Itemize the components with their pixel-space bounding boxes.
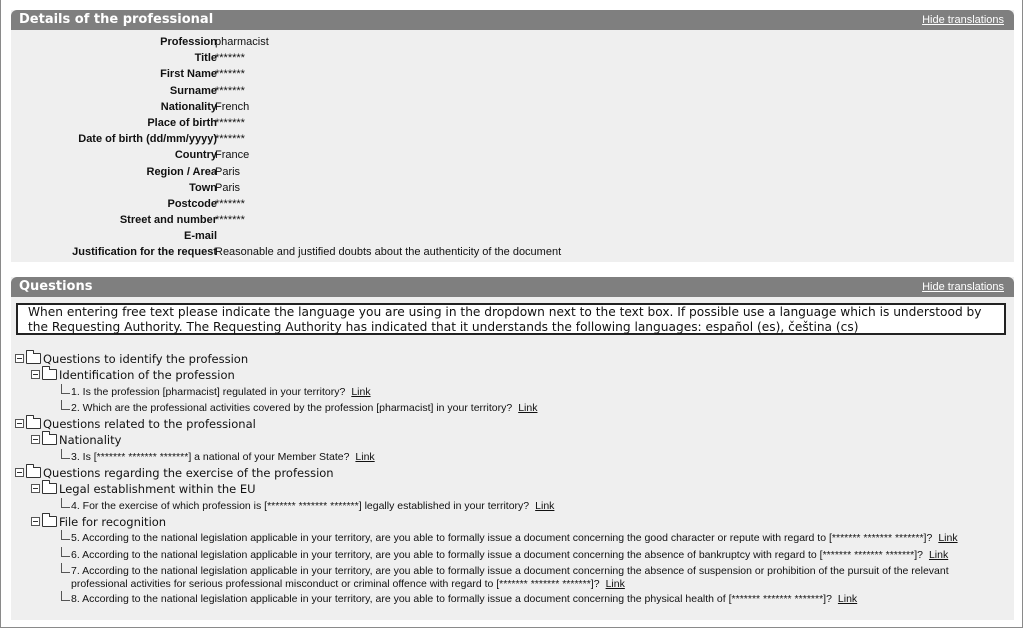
detail-value: French — [215, 100, 250, 113]
detail-label: Justification for the request — [72, 246, 217, 259]
detail-row — [11, 244, 1014, 260]
question-text: 1. Is the profession [pharmacist] regulated in your territory? — [71, 385, 346, 398]
detail-value: Paris — [215, 181, 241, 194]
detail-row — [11, 115, 1014, 131]
detail-value: ******* — [215, 133, 245, 146]
question-row — [11, 563, 1014, 591]
question-item — [71, 547, 948, 563]
questions-hide-translations-link[interactable]: Hide translations — [922, 281, 1004, 293]
question-item — [71, 384, 371, 400]
question-text: 4. For the exercise of which profession is [******* ******* *******] legally established in your territory? — [71, 499, 530, 512]
tree-subgroup-label: Legal establishment within the EU — [59, 482, 256, 497]
detail-value: Reasonable and justified doubts about the authenticity of the document — [215, 246, 562, 259]
detail-row — [11, 164, 1014, 180]
detail-value: ******* — [215, 214, 245, 227]
detail-label: E-mail — [183, 230, 217, 243]
question-item — [71, 591, 857, 607]
question-link[interactable]: Link — [535, 499, 555, 512]
collapse-toggle-icon[interactable] — [31, 517, 40, 526]
tree-subgroup-label: File for recognition — [59, 514, 167, 529]
collapse-toggle-icon[interactable] — [15, 354, 24, 363]
detail-row — [11, 131, 1014, 147]
folder-icon — [26, 467, 41, 478]
questions-tree — [11, 351, 1014, 607]
tree-group[interactable] — [15, 416, 256, 432]
folder-icon — [42, 516, 57, 527]
detail-label: Nationality — [160, 100, 217, 113]
detail-row — [11, 180, 1014, 196]
question-link[interactable]: Link — [355, 450, 375, 463]
detail-value: ******* — [215, 197, 245, 210]
details-list — [11, 34, 1014, 261]
detail-label: Profession — [160, 36, 217, 48]
tree-connector — [61, 449, 70, 459]
questions-title: Questions — [19, 279, 93, 294]
detail-row — [11, 228, 1014, 244]
detail-label: First Name — [160, 68, 217, 81]
language-notice: When entering free text please indicate the language you are using in the dropdown next to the text box. If possible use a language which is understood by the Requesting Authority. The Requesting Authority has indicated that it understands the following languages: español (es), čeština (cs) — [16, 303, 1006, 335]
tree-subgroup-row — [11, 367, 1014, 383]
questions-header — [11, 277, 1014, 297]
detail-label: Town — [189, 181, 217, 194]
question-item — [71, 530, 958, 546]
detail-value: ******* — [215, 84, 245, 97]
tree-subgroup-label: Nationality — [59, 433, 122, 448]
detail-row — [11, 212, 1014, 228]
question-link[interactable]: Link — [518, 401, 538, 414]
question-row — [11, 400, 1014, 416]
tree-subgroup[interactable] — [31, 481, 256, 497]
tree-connector — [61, 530, 70, 540]
question-item — [71, 449, 375, 465]
tree-connector — [61, 547, 70, 557]
folder-icon — [42, 434, 57, 445]
tree-group-row — [11, 351, 1014, 367]
detail-label: Place of birth — [147, 116, 217, 129]
question-item — [71, 498, 554, 514]
tree-subgroup-row — [11, 481, 1014, 497]
tree-group-row — [11, 416, 1014, 432]
question-link[interactable]: Link — [938, 532, 958, 545]
tree-connector — [61, 591, 70, 601]
question-row — [11, 449, 1014, 465]
folder-icon — [42, 369, 57, 380]
tree-connector — [61, 400, 70, 410]
tree-subgroup-row — [11, 514, 1014, 530]
detail-label: Street and number — [119, 214, 217, 227]
collapse-toggle-icon[interactable] — [15, 419, 24, 428]
tree-group-label: Questions related to the professional — [43, 417, 256, 432]
tree-connector — [61, 498, 70, 508]
details-panel — [11, 10, 1014, 262]
question-link[interactable]: Link — [351, 385, 371, 398]
collapse-toggle-icon[interactable] — [15, 468, 24, 477]
question-text: 7. According to the national legislation applicable in your territory, are you able to formally issue a document concerning the absence of suspension or prohibition of the pursuit of the relevant professional activities for serious professional misconduct or criminal offence with regard to [******* ******* *******]? — [71, 564, 949, 590]
tree-subgroup[interactable] — [31, 432, 121, 448]
detail-label: Postcode — [167, 197, 217, 210]
question-text: 6. According to the national legislation applicable in your territory, are you able to formally issue a document concerning the absence of bankruptcy with regard to [******* ******* *******]? — [71, 548, 923, 561]
detail-row — [11, 83, 1014, 99]
question-link[interactable]: Link — [605, 577, 625, 590]
detail-row — [11, 50, 1014, 66]
detail-value: ******* — [215, 116, 245, 129]
tree-group[interactable] — [15, 465, 334, 481]
detail-value: ******* — [215, 68, 245, 81]
tree-group-row — [11, 465, 1014, 481]
tree-subgroup[interactable] — [31, 367, 235, 383]
detail-label: Title — [194, 52, 217, 65]
collapse-toggle-icon[interactable] — [31, 370, 40, 379]
question-row — [11, 384, 1014, 400]
details-hide-translations-link[interactable]: Hide translations — [922, 14, 1004, 26]
questions-panel — [11, 277, 1014, 620]
detail-label: Country — [174, 149, 217, 162]
question-link[interactable]: Link — [837, 592, 858, 605]
detail-row — [11, 99, 1014, 115]
question-row — [11, 547, 1014, 563]
detail-value: pharmacist — [215, 36, 269, 48]
details-header — [11, 10, 1014, 30]
details-title: Details of the professional — [19, 12, 214, 27]
question-text: 2. Which are the professional activities covered by the profession [pharmacist] in your territory? — [71, 401, 513, 414]
detail-label: Date of birth (dd/mm/yyyy) — [78, 133, 217, 146]
question-text: 5. According to the national legislation applicable in your territory, are you able to formally issue a document concerning the good character or repute with regard to [******* ******* *******]? — [71, 532, 933, 545]
tree-connector — [61, 563, 70, 573]
question-text: 8. According to the national legislation applicable in your territory, are you able to formally issue a document concerning the physical health of [******* ******* *******]? — [71, 592, 832, 605]
question-item — [71, 565, 1006, 591]
tree-subgroup-label: Identification of the profession — [59, 368, 235, 383]
folder-icon — [26, 353, 41, 364]
question-link[interactable]: Link — [928, 548, 949, 561]
collapse-toggle-icon[interactable] — [31, 435, 40, 444]
question-text: 3. Is [******* ******* *******] a national of your Member State? — [71, 450, 350, 463]
tree-group[interactable] — [15, 351, 248, 367]
question-row — [11, 530, 1014, 546]
question-row — [11, 591, 1014, 607]
tree-connector — [61, 384, 70, 394]
detail-row — [11, 196, 1014, 212]
tree-subgroup-row — [11, 432, 1014, 448]
folder-icon — [42, 483, 57, 494]
question-item — [71, 400, 537, 416]
tree-group-label: Questions to identify the profession — [43, 352, 249, 366]
detail-label: Surname — [169, 84, 217, 97]
detail-label: Region / Area — [146, 165, 217, 178]
detail-row — [11, 66, 1014, 82]
tree-subgroup[interactable] — [31, 514, 166, 530]
detail-row — [11, 147, 1014, 163]
tree-group-label: Questions regarding the exercise of the profession — [43, 466, 334, 481]
detail-value: ******* — [215, 52, 245, 65]
detail-value: Paris — [215, 165, 241, 178]
detail-row — [11, 34, 1014, 50]
collapse-toggle-icon[interactable] — [31, 484, 40, 493]
folder-icon — [26, 418, 41, 429]
detail-value: France — [215, 149, 250, 162]
question-row — [11, 498, 1014, 514]
